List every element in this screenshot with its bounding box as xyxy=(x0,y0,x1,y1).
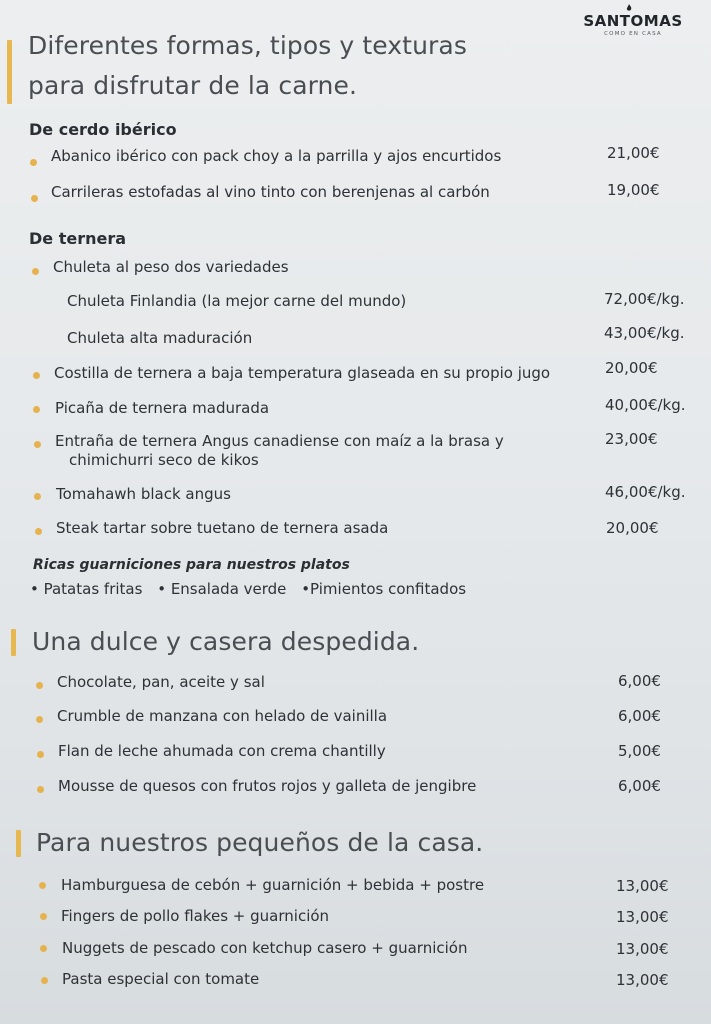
menu-item-name-continued: chimichurri seco de kikos xyxy=(69,451,259,469)
bullet-icon xyxy=(40,913,47,920)
section-title-mains-line2: para disfrutar de la carne. xyxy=(28,71,358,100)
bullet-icon xyxy=(32,268,39,275)
subheading-cerdo: De cerdo ibérico xyxy=(29,120,177,139)
section-accent-bar xyxy=(16,830,21,857)
bullet-icon xyxy=(31,195,38,202)
logo-tagline: COMO EN CASA xyxy=(604,31,662,37)
menu-item-name: Carrileras estofadas al vino tinto con berenjenas al carbón xyxy=(51,183,490,201)
section-accent-bar xyxy=(11,629,16,656)
bullet-icon xyxy=(35,528,42,535)
section-title-desserts: Una dulce y casera despedida. xyxy=(32,627,420,656)
menu-item-name: Entraña de ternera Angus canadiense con maíz a la brasa y xyxy=(55,432,504,450)
menu-item-name: Fingers de pollo flakes + guarnición xyxy=(61,907,330,925)
sides-heading: Ricas guarniciones para nuestros platos xyxy=(33,557,350,573)
bullet-icon xyxy=(33,406,40,413)
menu-item-group-name: Chuleta al peso dos variedades xyxy=(53,258,289,276)
menu-item-name: Costilla de ternera a baja temperatura glaseada en su propio jugo xyxy=(54,364,551,382)
menu-item-price: 13,00€ xyxy=(616,940,669,958)
bullet-icon xyxy=(33,372,40,379)
menu-item-price: 6,00€ xyxy=(618,707,661,725)
subheading-ternera: De ternera xyxy=(29,229,127,248)
menu-item-price: 13,00€ xyxy=(616,908,669,926)
menu-item-price: 6,00€ xyxy=(618,777,661,795)
restaurant-logo xyxy=(578,6,688,37)
menu-subitem-name: Chuleta alta maduración xyxy=(67,329,253,347)
menu-item-price: 21,00€ xyxy=(607,144,660,162)
sides-list xyxy=(30,580,476,598)
menu-item-price: 13,00€ xyxy=(616,877,669,895)
menu-item-price: 6,00€ xyxy=(618,672,661,690)
menu-item-name: Chocolate, pan, aceite y sal xyxy=(57,673,265,691)
menu-item-name: Crumble de manzana con helado de vainilla xyxy=(57,707,388,725)
flame-icon xyxy=(625,4,633,12)
bullet-icon xyxy=(39,882,46,889)
menu-item-price: 13,00€ xyxy=(616,971,669,989)
side-item: •Pimientos confitados xyxy=(301,580,467,598)
menu-item-name: Tomahawh black angus xyxy=(56,485,231,503)
menu-item-price: 20,00€ xyxy=(606,519,659,537)
menu-item-name: Picaña de ternera madurada xyxy=(55,399,270,417)
bullet-icon xyxy=(40,945,47,952)
side-item: • Patatas fritas xyxy=(30,580,143,598)
logo-name: SANTOMAS xyxy=(583,12,683,30)
menu-item-price: 5,00€ xyxy=(618,742,661,760)
menu-item-price: 20,00€ xyxy=(605,359,658,377)
menu-item-price: 46,00€/kg. xyxy=(605,483,686,501)
bullet-icon xyxy=(34,441,41,448)
menu-item-name: Mousse de quesos con frutos rojos y galleta de jengibre xyxy=(58,777,477,795)
menu-item-name: Pasta especial con tomate xyxy=(62,970,260,988)
bullet-icon xyxy=(30,159,37,166)
bullet-icon xyxy=(37,786,44,793)
bullet-icon xyxy=(36,682,43,689)
menu-item-price: 23,00€ xyxy=(605,430,658,448)
menu-subitem-price: 43,00€/kg. xyxy=(604,324,685,342)
menu-subitem-name: Chuleta Finlandia (la mejor carne del mundo) xyxy=(67,292,407,310)
bullet-icon xyxy=(34,493,41,500)
menu-item-name: Abanico ibérico con pack choy a la parrilla y ajos encurtidos xyxy=(51,147,502,165)
menu-subitem-price: 72,00€/kg. xyxy=(604,290,685,308)
bullet-icon xyxy=(36,716,43,723)
menu-item-name: Steak tartar sobre tuetano de ternera asada xyxy=(56,519,389,537)
bullet-icon xyxy=(41,977,48,984)
menu-item-name: Hamburguesa de cebón + guarnición + bebida + postre xyxy=(61,876,485,894)
section-accent-bar xyxy=(7,40,12,104)
bullet-icon xyxy=(37,751,44,758)
menu-item-name: Nuggets de pescado con ketchup casero + guarnición xyxy=(62,939,468,957)
section-title-kids: Para nuestros pequeños de la casa. xyxy=(36,828,484,857)
menu-item-price: 19,00€ xyxy=(607,181,660,199)
side-item: • Ensalada verde xyxy=(157,580,287,598)
menu-item-price: 40,00€/kg. xyxy=(605,396,686,414)
menu-item-name: Flan de leche ahumada con crema chantilly xyxy=(58,742,386,760)
section-title-mains-line1: Diferentes formas, tipos y texturas xyxy=(28,31,467,60)
